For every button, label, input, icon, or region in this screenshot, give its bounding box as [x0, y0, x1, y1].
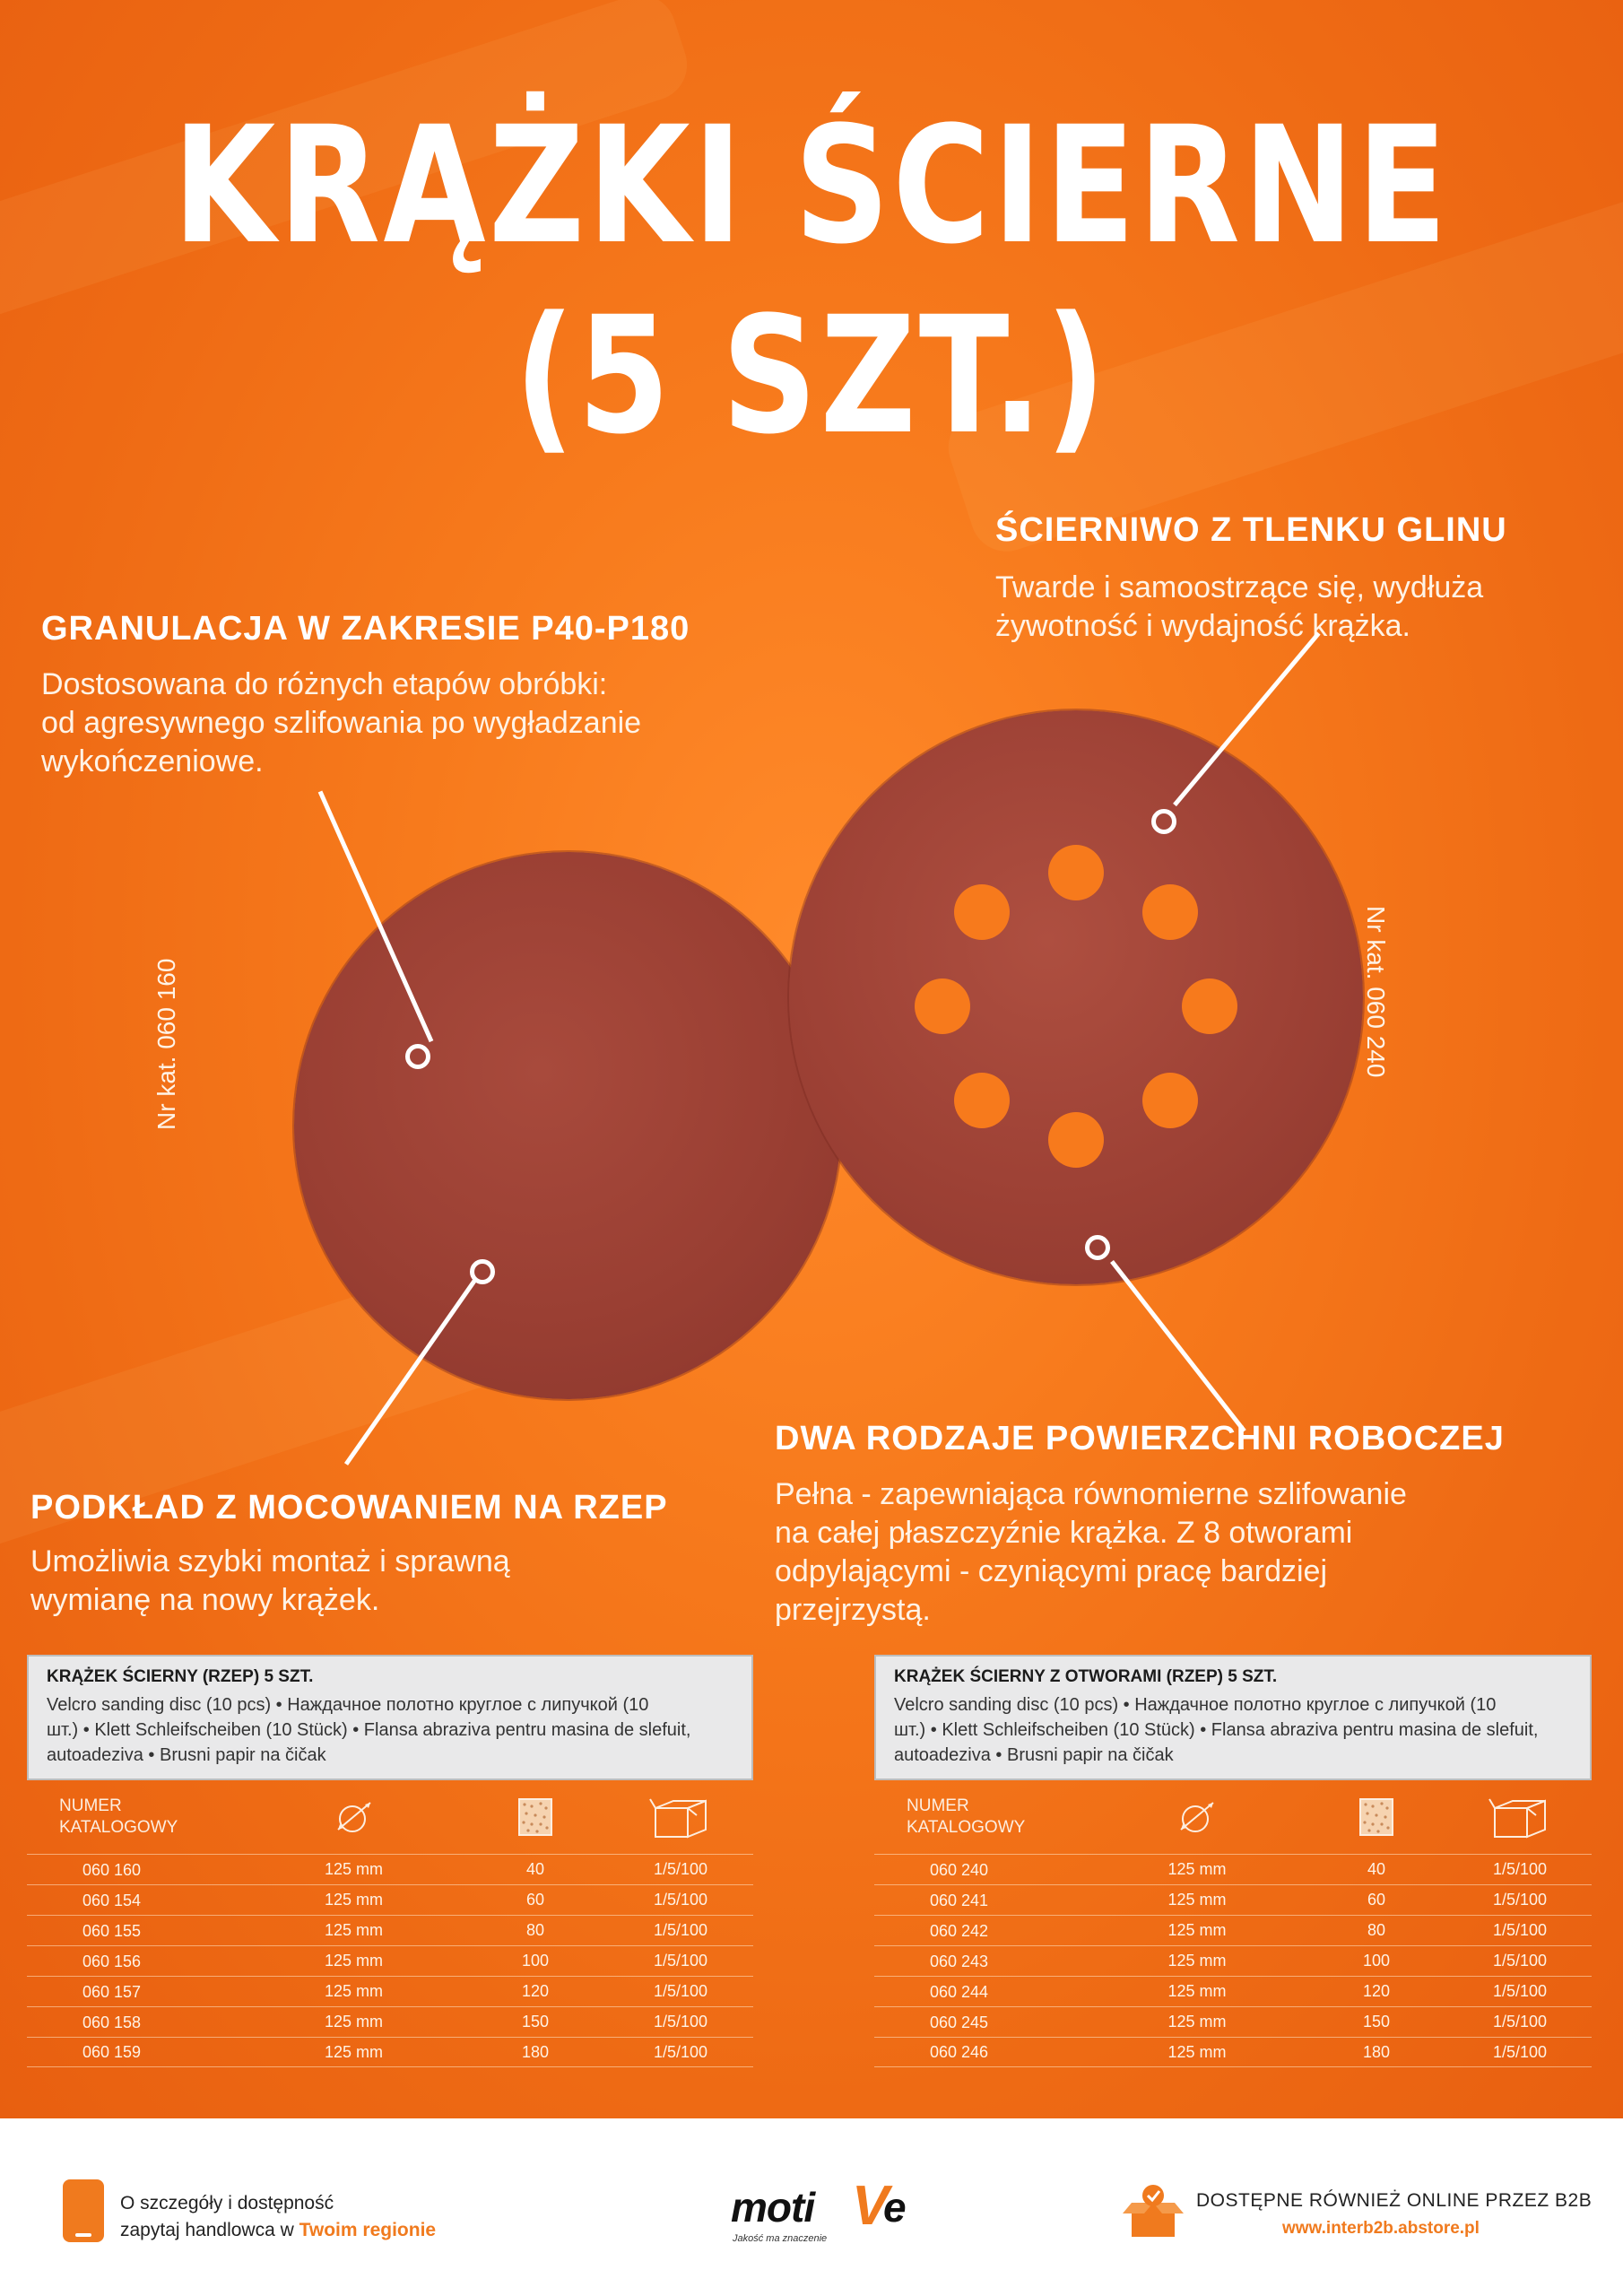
package-icon [1448, 1794, 1592, 1840]
leader-line [1110, 1260, 1246, 1432]
table-row: 060 245 125 mm 150 1/5/100 [874, 2006, 1592, 2037]
callout-ring [1151, 809, 1176, 834]
disc-catalog-number-right: Nr kat. 060 240 [1362, 906, 1390, 1078]
table-header-box [874, 1655, 1592, 1780]
feature-surfaces-heading: DWA RODZAJE POWIERZCHNI ROBOCZEJ [775, 1420, 1505, 1457]
column-catalog-number: NUMER KATALOGOWY [907, 1796, 1026, 1837]
column-catalog-number: NUMER KATALOGOWY [59, 1796, 178, 1837]
callout-ring [1085, 1235, 1110, 1260]
phone-icon [63, 2179, 104, 2242]
b2b-link[interactable]: www.interb2b.abstore.pl [1282, 2219, 1480, 2238]
table-row: 060 242 125 mm 80 1/5/100 [874, 1915, 1592, 1945]
feature-velcro-text: Umożliwia szybki montaż i sprawną wymianę na nowy krążek. [30, 1544, 510, 1617]
table-row: 060 156 125 mm 100 1/5/100 [27, 1945, 753, 1976]
sanding-disc-solid [294, 852, 841, 1399]
table-column-headers [27, 1780, 753, 1854]
dust-hole [954, 884, 1010, 940]
product-table-perforated [874, 1655, 1592, 2067]
table-header-box [27, 1655, 753, 1780]
feature-velcro-heading: PODKŁAD Z MOCOWANIEM NA RZEP [30, 1489, 668, 1526]
table-subtitle: Velcro sanding disc (10 pcs) • Наждачное полотно круглое с липучкой (10 шт.) • Klett Schleifscheiben (10 Stück) • Flansa abraziva pentru masina de slefuit, autoadeziva • Brusni papir na čičak [47, 1695, 691, 1765]
box-icon [1121, 2183, 1185, 2240]
table-row: 060 160 125 mm 40 1/5/100 [27, 1854, 753, 1884]
table-row: 060 154 125 mm 60 1/5/100 [27, 1884, 753, 1915]
package-icon [608, 1794, 753, 1840]
feature-abrasive-heading: ŚCIERNIWO Z TLENKU GLINU [995, 511, 1507, 549]
feature-surfaces-text: Pełna - zapewniająca równomierne szlifowanie na całej płaszczyźnie krążka. Z 8 otworami odpylającymi - czyniącymi pracę bardziej przejrzystą. [775, 1477, 1407, 1627]
footer-b2b-text: DOSTĘPNE RÓWNIEŻ ONLINE PRZEZ B2B [1196, 2190, 1593, 2211]
dust-hole [1048, 1112, 1104, 1168]
table-row: 060 241 125 mm 60 1/5/100 [874, 1884, 1592, 1915]
callout-ring [405, 1044, 430, 1069]
product-table-solid [27, 1655, 753, 2067]
table-row: 060 158 125 mm 150 1/5/100 [27, 2006, 753, 2037]
footer [0, 2118, 1623, 2296]
table-row: 060 159 125 mm 180 1/5/100 [27, 2037, 753, 2067]
grit-icon [463, 1796, 608, 1839]
table-column-headers [874, 1780, 1592, 1854]
table-row: 060 240 125 mm 40 1/5/100 [874, 1854, 1592, 1884]
dust-hole [1142, 1073, 1198, 1128]
sanding-disc-perforated [789, 710, 1363, 1284]
grit-icon [1305, 1796, 1448, 1839]
table-row: 060 244 125 mm 120 1/5/100 [874, 1976, 1592, 2006]
brand-logo: moti V e Jakość ma znaczenie [731, 2175, 906, 2244]
feature-granulation-heading: GRANULACJA W ZAKRESIE P40-P180 [41, 610, 690, 648]
dust-hole [915, 978, 970, 1034]
dust-hole [1142, 884, 1198, 940]
disc-catalog-number-left: Nr kat. 060 160 [152, 958, 180, 1130]
page-title-line-2: (5 SZT.) [514, 283, 1109, 470]
table-row: 060 246 125 mm 180 1/5/100 [874, 2037, 1592, 2067]
table-title: KRĄŻEK ŚCIERNY Z OTWORAMI (RZEP) 5 SZT. [894, 1667, 1278, 1686]
feature-granulation-text: Dostosowana do różnych etapów obróbki: od agresywnego szlifowania po wygładzanie wykończeniowe. [41, 667, 642, 778]
diameter-icon [1089, 1797, 1305, 1837]
table-row: 060 155 125 mm 80 1/5/100 [27, 1915, 753, 1945]
table-title: KRĄŻEK ŚCIERNY (RZEP) 5 SZT. [47, 1667, 314, 1686]
dust-hole [1182, 978, 1237, 1034]
table-row: 060 243 125 mm 100 1/5/100 [874, 1945, 1592, 1976]
feature-abrasive-text: Twarde i samoostrzące się, wydłuża żywotność i wydajność krążka. [995, 570, 1484, 643]
table-subtitle: Velcro sanding disc (10 pcs) • Наждачное полотно круглое с липучкой (10 шт.) • Klett Schleifscheiben (10 Stück) • Flansa abraziva pentru masina de slefuit, autoadeziva • Brusni papir na čičak [894, 1695, 1539, 1765]
dust-hole [1048, 845, 1104, 900]
page-title-line-1: KRĄŻKI ŚCIERNE [172, 92, 1451, 280]
callout-ring [470, 1259, 495, 1284]
table-row: 060 157 125 mm 120 1/5/100 [27, 1976, 753, 2006]
region-link[interactable]: Twoim regionie [299, 2220, 437, 2240]
dust-hole [954, 1073, 1010, 1128]
footer-contact-text: O szczegóły i dostępność zapytaj handlowca w Twoim regionie [120, 2193, 437, 2240]
diameter-icon [245, 1797, 463, 1837]
